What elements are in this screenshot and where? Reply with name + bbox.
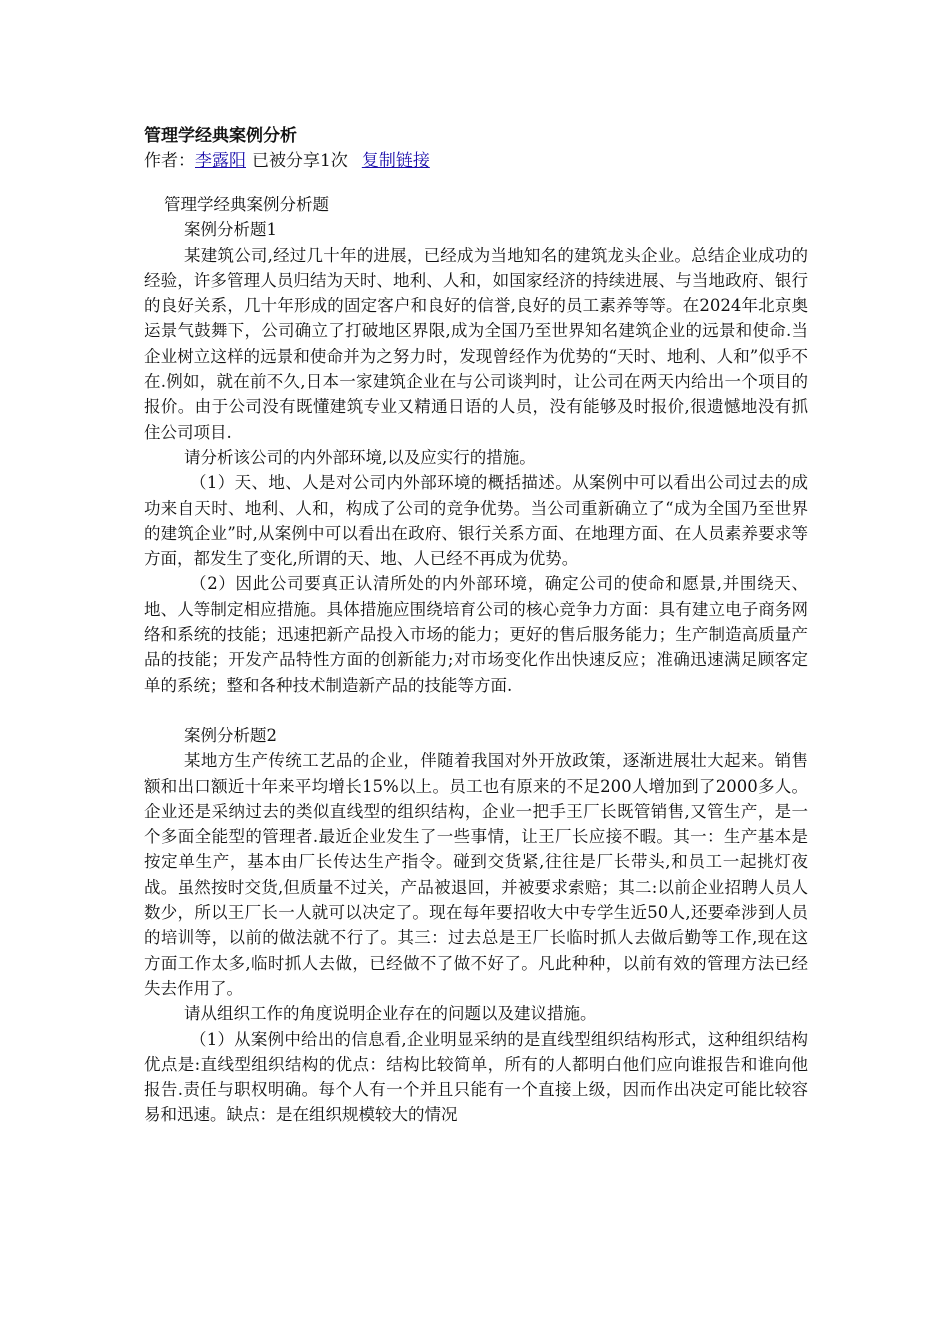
document-page bbox=[144, 124, 808, 1128]
case1-answer-2: （2）因此公司要真正认清所处的内外部环境，确定公司的使命和愿景,并围绕天、地、人等制定相应措施。具体措施应围绕培育公司的核心竞争力方面：具有建立电子商务网络和系统的技能；迅速把新产品投入市场的能力；更好的售后服务能力；生产制造高质量产品的技能；开发产品特性方面的创新能力;对市场变化作出快速反应；准确迅速满足顾客定单的系统；整和各种技术制造新产品的技能等方面. bbox=[144, 574, 808, 695]
case2-answer-1: （1）从案例中给出的信息看,企业明显采纳的是直线型组织结构形式，这种组织结构优点是:直线型组织结构的优点：结构比较简单，所有的人都明白他们应向谁报告和谁向他报告.责任与职权明确。每个人有一个并且只能有一个直接上级，因而作出决定可能比较容易和迅速。缺点：是在组织规模较大的情况 bbox=[144, 1029, 808, 1125]
author-label: 作者： bbox=[144, 151, 195, 171]
case1-title: 案例分析题1 bbox=[184, 220, 277, 240]
author-meta-line bbox=[144, 148, 808, 174]
case2-question: 请从组织工作的角度说明企业存在的问题以及建议措施。 bbox=[184, 1004, 597, 1024]
share-count: 已被分享1次 bbox=[252, 151, 348, 171]
case1-body: 某建筑公司,经过几十年的进展，已经成为当地知名的建筑龙头企业。总结企业成功的经验，许多管理人员归结为天时、地利、人和，如国家经济的持续进展、与当地政府、银行的良好关系，几十年形成的固定客户和良好的信誉,良好的员工素养等等。在2024年北京奥运景气鼓舞下，公司确立了打破地区界限,成为全国乃至世界知名建筑企业的远景和使命.当企业树立这样的远景和使命并为之努力时，发现曾经作为优势的“天时、地利、人和”似乎不在.例如，就在前不久,日本一家建筑企业在与公司谈判时，让公司在两天内给出一个项目的报价。由于公司没有既懂建筑专业又精通日语的人员，没有能够及时报价,很遗憾地没有抓住公司项目. bbox=[144, 245, 808, 442]
document-title: 管理学经典案例分析 bbox=[144, 126, 297, 146]
author-link[interactable]: 李露阳 bbox=[195, 151, 246, 171]
case1-question: 请分析该公司的内外部环境,以及应实行的措施。 bbox=[184, 447, 536, 467]
paragraph-spacer bbox=[144, 698, 808, 723]
case2-body: 某地方生产传统工艺品的企业，伴随着我国对外开放政策，逐渐进展壮大起来。销售额和出口额近十年来平均增长15%以上。员工也有原来的不足200人增加到了2000多人。企业还是采纳过去的类似直线型的组织结构，企业一把手王厂长既管销售,又管生产，是一个多面全能型的管理者.最近企业发生了一些事情，让王厂长应接不暇。其一：生产基本是按定单生产，基本由厂长传达生产指令。碰到交货紧,往往是厂长带头,和员工一起挑灯夜战。虽然按时交货,但质量不过关，产品被退回，并被要求索赔；其二:以前企业招聘人员人数少，所以王厂长一人就可以决定了。现在每年要招收大中专学生近50人,还要牵涉到人员的培训等，以前的做法就不行了。其三：过去总是王厂长临时抓人去做后勤等工作,现在这方面工作太多,临时抓人去做，已经做不了做不好了。凡此种种，以前有效的管理方法已经失去作用了。 bbox=[144, 751, 808, 998]
article-body bbox=[144, 192, 808, 1128]
copy-link-button[interactable]: 复制链接 bbox=[361, 151, 430, 171]
case2-title: 案例分析题2 bbox=[184, 725, 277, 745]
case1-answer-1: （1）天、地、人是对公司内外部环境的概括描述。从案例中可以看出公司过去的成功来自天时、地利、人和，构成了公司的竞争优势。当公司重新确立了“成为全国乃至世界的建筑企业”时,从案例中可以看出在政府、银行关系方面、在地理方面、在人员素养要求等方面，都发生了变化,所谓的天、地、人已经不再成为优势。 bbox=[144, 473, 808, 569]
article-heading: 管理学经典案例分析题 bbox=[164, 195, 329, 214]
